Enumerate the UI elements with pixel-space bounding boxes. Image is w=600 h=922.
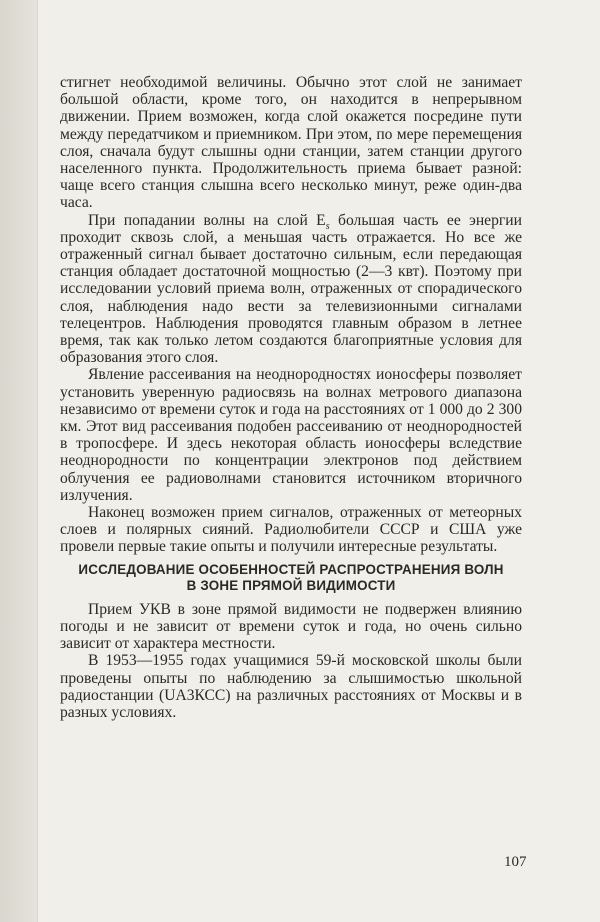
paragraph-2-start: При попадании волны на слой E — [88, 211, 326, 229]
section-heading — [60, 562, 522, 595]
paragraph-1: стигнет необходимой величины. Обычно этот слой не занимает большой области, кроме того, он находится в непрерывном движении. Прием возможен, когда слой окажется посредине пути между передатчиком и приемником. При этом, по мере перемещения слоя, сначала будут слышны одни станции, затем станции другого населенного пункта. Продолжительность приема бывает разной: чаще всего станция слышна всего несколько минут, реже один-два часа. — [60, 74, 522, 212]
paragraph-2 — [60, 212, 522, 367]
paragraph-6: В 1953—1955 годах учащимися 59-й московской школы были проведены опыты по наблюдению за слышимостью школьной радиостанции (UA3КСС) на различных расстояниях от Москвы и в разных условиях. — [60, 652, 522, 722]
section-heading-line-2: В ЗОНЕ ПРЯМОЙ ВИДИМОСТИ — [186, 578, 396, 594]
paragraph-3: Явление рассеивания на неоднородностях ионосферы позволяет установить уверенную радиосвязь на волнах метрового диапазона независимо от времени суток и года на расстояниях от 1 000 до 2 300 км. Этот вид рассеивания подобен рассеиванию от неоднородностей в тропосфере. И здесь некоторая область ионосферы вследствие неоднородности по концентрации электронов под действием облучения ее радиоволнами становится источником вторичного излучения. — [60, 366, 522, 504]
book-spine-shadow — [0, 0, 38, 922]
book-page — [38, 0, 600, 922]
paragraph-2-rest: большая часть ее энергии проходит сквозь слой, а меньшая часть отражается. Но все же отраженный сигнал бывает достаточно сильным, если передающая станция обладает достаточной мощностью (2—3 квт). Поэтому при исследовании условий приема волн, отраженных от спорадического слоя, наблюдения надо вести за телевизионными сигналами телецентров. Наблюдения проводятся главным образом в летнее время, так как только летом создаются благоприятные условия для образования этого слоя. — [60, 211, 522, 367]
layer-subscript: s — [325, 220, 330, 232]
paragraph-5: Прием УКВ в зоне прямой видимости не подвержен влиянию погоды и не зависит от времени суток и года, но очень сильно зависит от характера местности. — [60, 600, 522, 653]
page-number: 107 — [504, 854, 527, 870]
page-text — [60, 74, 522, 721]
section-heading-line-1: ИССЛЕДОВАНИЕ ОСОБЕННОСТЕЙ РАСПРОСТРАНЕНИЯ ВОЛН — [78, 561, 504, 577]
paragraph-4: Наконец возможен прием сигналов, отраженных от метеорных слоев и полярных сияний. Радиолюбители СССР и США уже провели первые такие опыты и получили интересные результаты. — [60, 504, 522, 556]
